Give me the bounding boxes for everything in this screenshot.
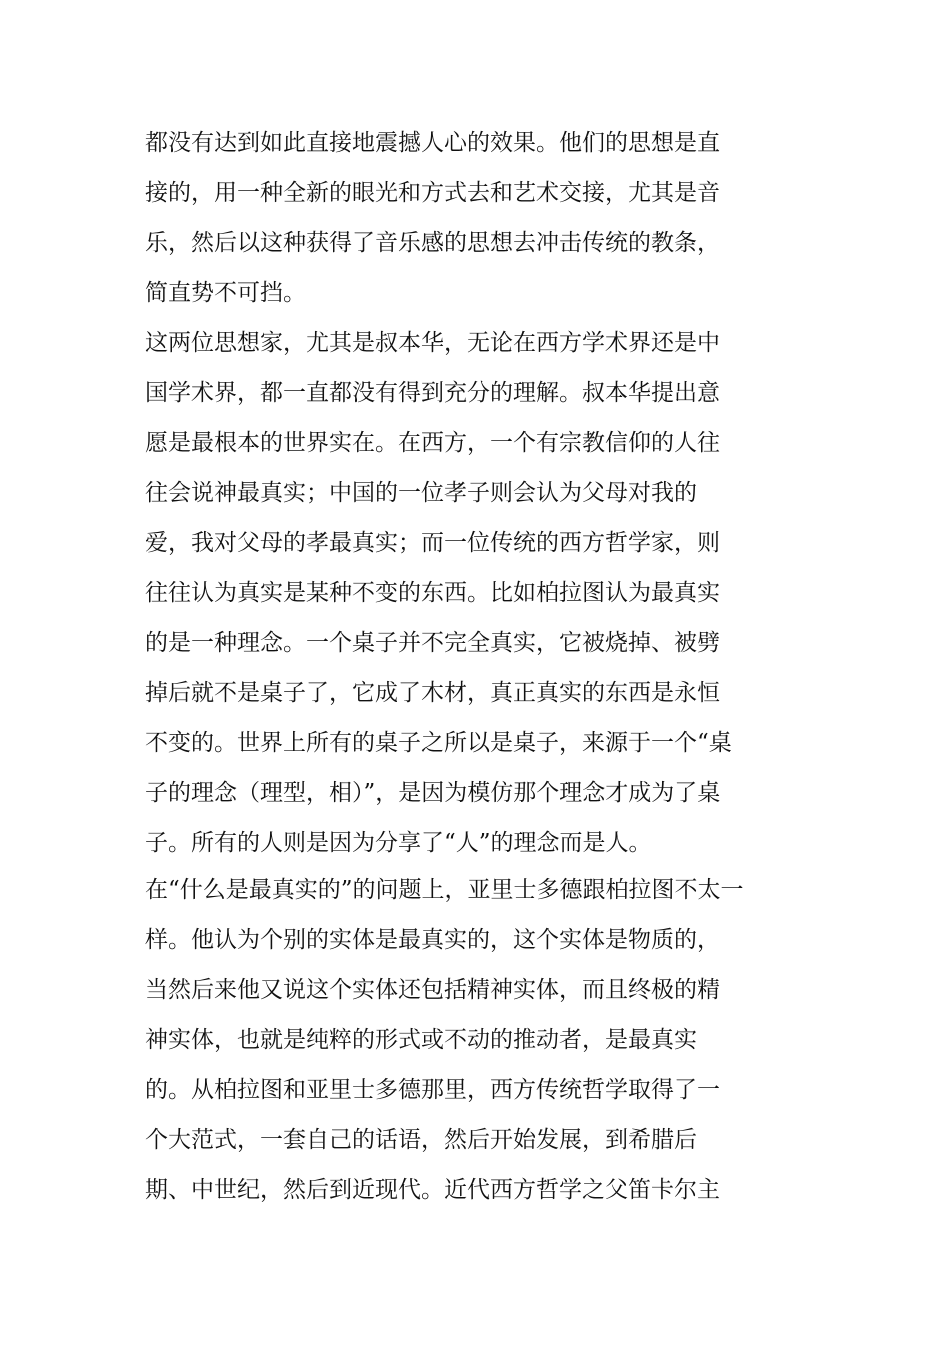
text-line: 子。所有的人则是因为分享了“人”的理念而是人。 [145,830,652,856]
text-line: 神实体，也就是纯粹的形式或不动的推动者，是最真实 [145,1027,697,1053]
text-line: 样。他认为个别的实体是最真实的，这个实体是物质的， [145,927,720,953]
text-line: 在“什么是最真实的”的问题上，亚里士多德跟柏拉图不太一 [145,877,744,903]
text-line: 这两位思想家，尤其是叔本华，无论在西方学术界还是中 [145,330,720,356]
text-line: 往会说神最真实；中国的一位孝子则会认为父母对我的 [145,480,697,506]
text-line: 都没有达到如此直接地震撼人心的效果。他们的思想是直 [145,130,720,156]
text-line: 期、中世纪，然后到近现代。近代西方哲学之父笛卡尔主 [145,1177,720,1203]
text-line: 掉后就不是桌子了，它成了木材，真正真实的东西是永恒 [145,680,720,706]
text-line: 当然后来他又说这个实体还包括精神实体，而且终极的精 [145,977,720,1003]
text-line: 的是一种理念。一个桌子并不完全真实，它被烧掉、被劈 [145,630,720,656]
text-line: 愿是最根本的世界实在。在西方，一个有宗教信仰的人往 [145,430,720,456]
text-line: 乐，然后以这种获得了音乐感的思想去冲击传统的教条， [145,230,720,256]
text-line: 子的理念（理型，相）”，是因为模仿那个理念才成为了桌 [145,780,721,806]
text-line: 的。从柏拉图和亚里士多德那里，西方传统哲学取得了一 [145,1077,720,1103]
text-line: 国学术界，都一直都没有得到充分的理解。叔本华提出意 [145,380,720,406]
text-line: 不变的。世界上所有的桌子之所以是桌子，来源于一个“桌 [145,730,732,756]
text-line: 个大范式，一套自己的话语，然后开始发展，到希腊后 [145,1127,697,1153]
text-line: 接的，用一种全新的眼光和方式去和艺术交接，尤其是音 [145,180,720,206]
text-line: 爱，我对父母的孝最真实；而一位传统的西方哲学家，则 [145,530,720,556]
text-line: 简直势不可挡。 [145,280,306,306]
text-line: 往往认为真实是某种不变的东西。比如柏拉图认为最真实 [145,580,720,606]
